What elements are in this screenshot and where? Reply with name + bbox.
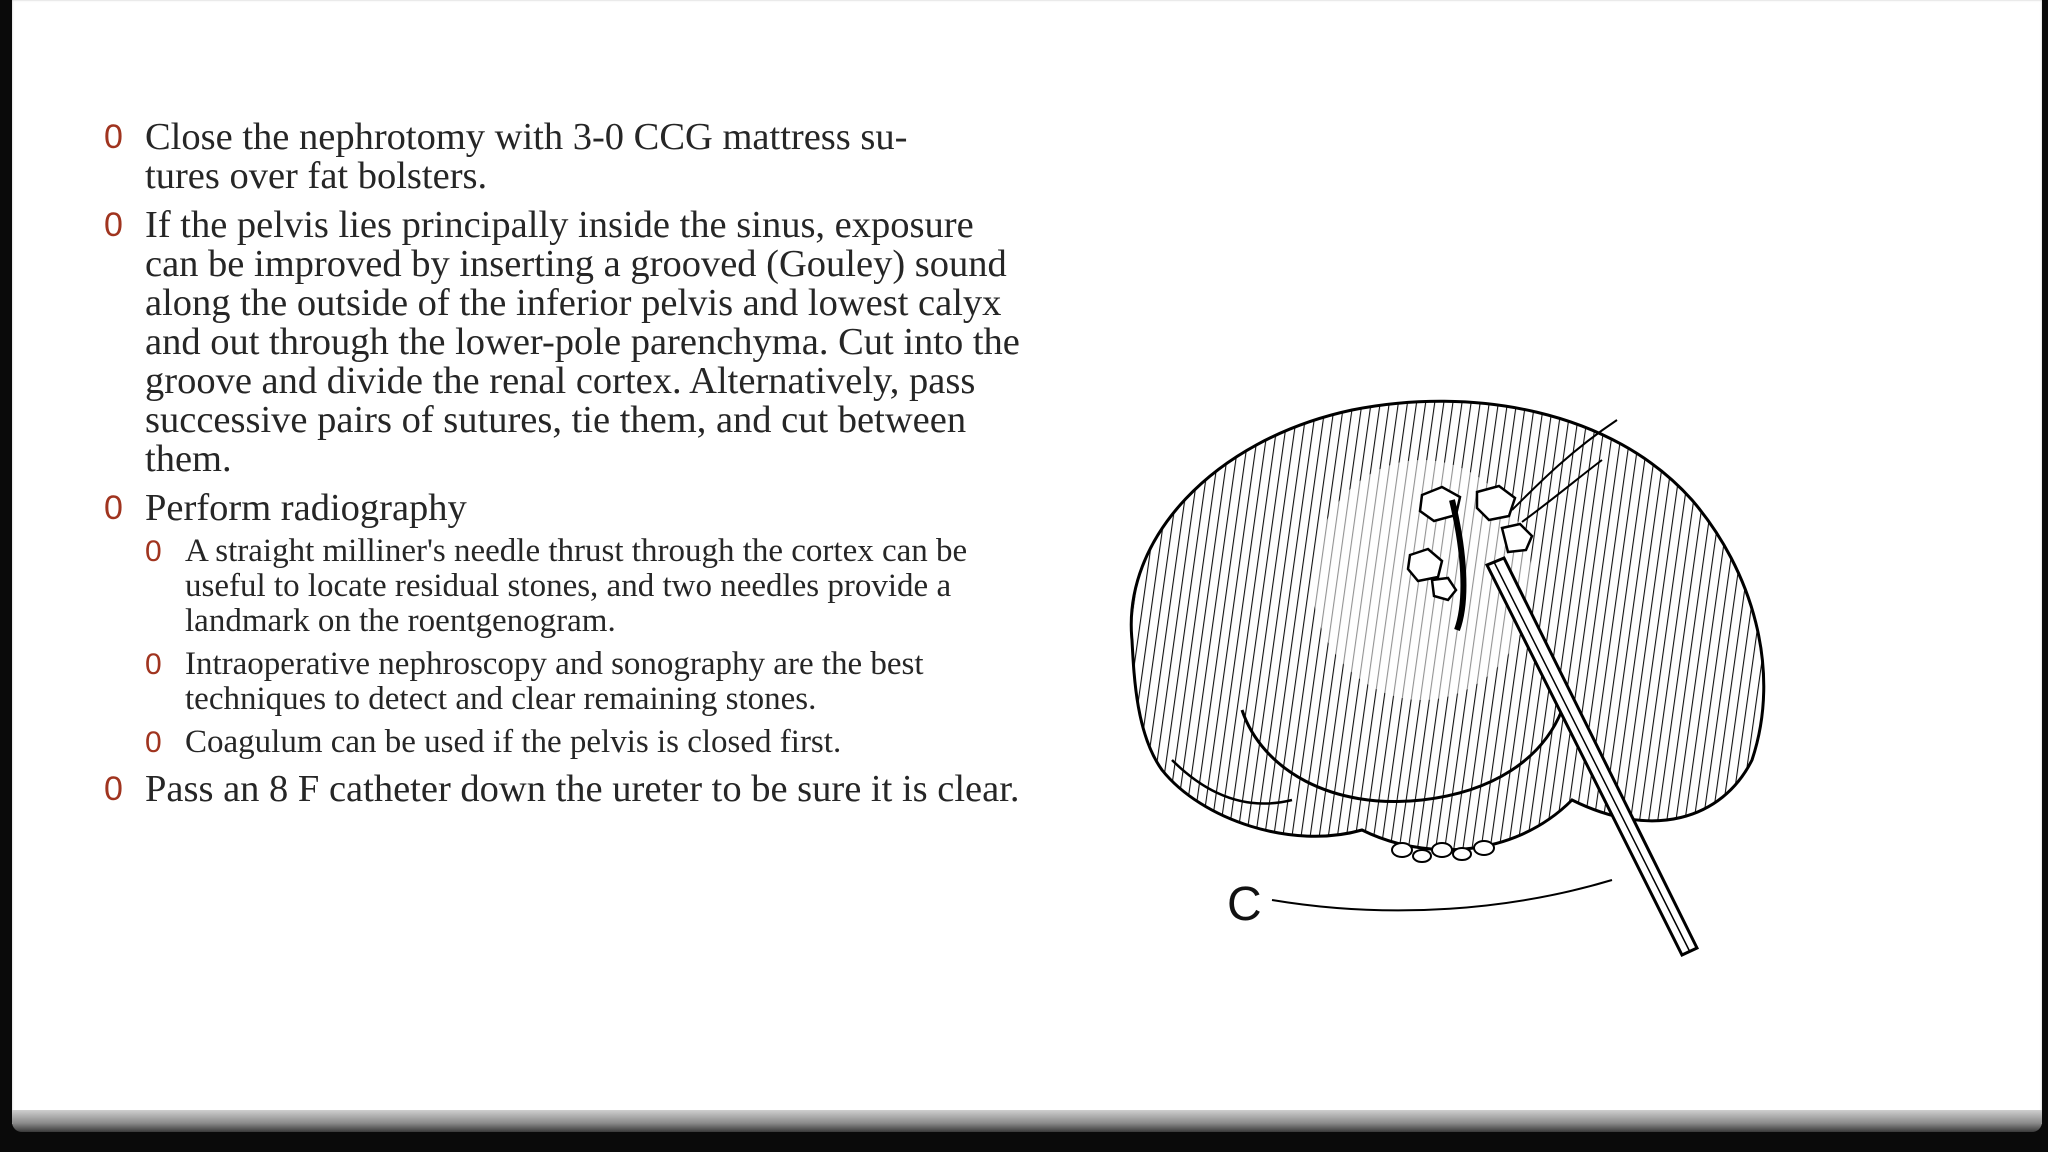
sub-bullet-item-needle <box>145 534 1024 639</box>
sub-bullet-text: A straight milliner's needle thrust through the cortex can be useful to locate residual stones, and two needles provide a landmark on the roentgenogram. <box>185 533 968 639</box>
bullet-text: Perform radiography <box>145 487 467 529</box>
sub-bullet-item-nephroscopy <box>145 647 1024 717</box>
sub-bullet-marker: 0 <box>145 726 162 759</box>
sub-bullet-item-coagulum <box>145 725 1024 760</box>
bullet-text-line1: Close the nephrotomy with 3-0 CCG mattress su- <box>145 116 908 158</box>
bullet-list <box>104 118 1024 809</box>
bullet-marker: 0 <box>104 206 123 244</box>
bullet-marker: 0 <box>104 489 123 527</box>
sub-bullet-text: Intraoperative nephroscopy and sonography are the best techniques to detect and clear remaining stones. <box>185 646 924 717</box>
bullet-marker: 0 <box>104 118 123 156</box>
slide-bottom-edge <box>12 1110 2042 1132</box>
bullet-text: Pass an 8 F catheter down the ureter to be sure it is clear. <box>145 768 1020 810</box>
bullet-item-pelvis-exposure <box>104 206 1024 479</box>
sub-bullet-list <box>145 534 1024 760</box>
bullet-text: If the pelvis lies principally inside the sinus, exposure can be improved by inserting a grooved (Gouley) sound along the outside of the inferior pelvis and lowest calyx and out through the lower-pole parenchyma. Cut into the groove and divide the renal cortex. Alternatively, pass successive pairs of sutures, tie them, and cut between them. <box>145 204 1020 480</box>
sub-bullet-text: Coagulum can be used if the pelvis is closed first. <box>185 724 842 760</box>
stones <box>1392 841 1494 862</box>
slide-content <box>104 118 1024 819</box>
bullet-item-catheter <box>104 770 1024 809</box>
figure-label: C <box>1227 878 1262 931</box>
bullet-marker: 0 <box>104 770 123 808</box>
bullet-item-radiography <box>104 489 1024 760</box>
slide <box>12 0 2042 1124</box>
kidney-nephrotomy-illustration <box>1092 380 1832 980</box>
sub-bullet-marker: 0 <box>145 535 162 568</box>
bullet-text-line2: tures over fat bolsters. <box>145 155 488 197</box>
bullet-item-close-nephrotomy <box>104 118 1024 196</box>
sub-bullet-marker: 0 <box>145 648 162 681</box>
ureter <box>1272 880 1612 910</box>
